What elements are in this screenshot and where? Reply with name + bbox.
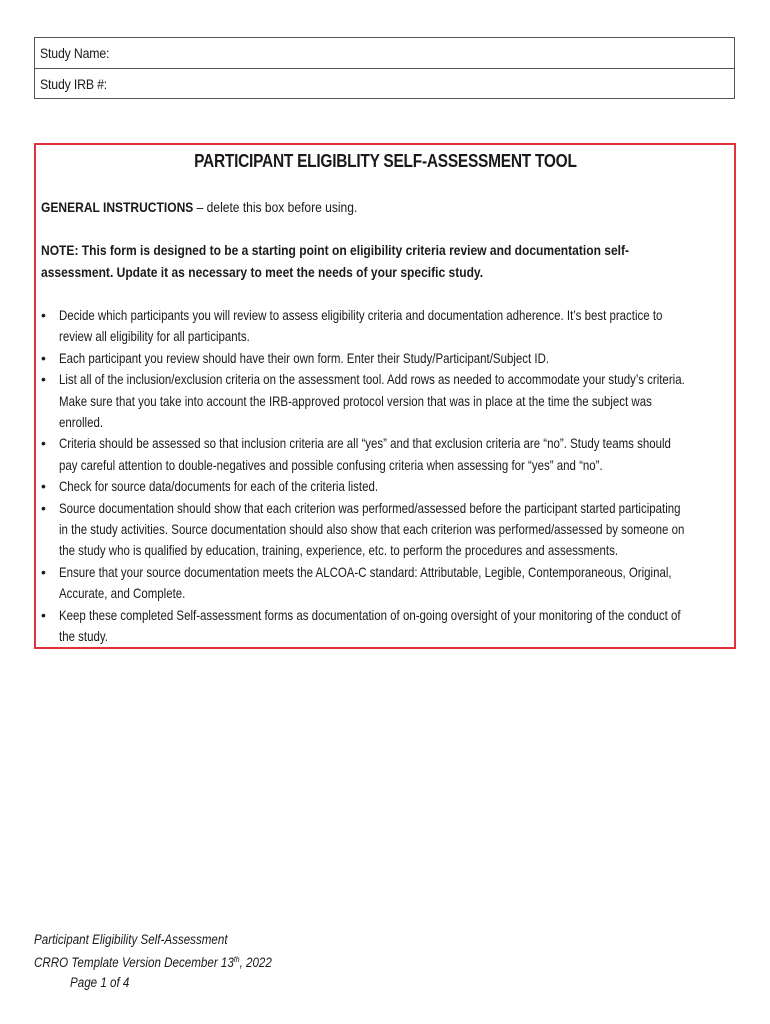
list-item-line: Make sure that you take into account the IRB-approved protocol version that was in place at the time the subject was xyxy=(59,392,652,409)
list-item-line: Criteria should be assessed so that inclusion criteria are all “yes” and that exclusion criteria are “no”. Study teams should xyxy=(59,435,671,452)
general-instructions-text: – delete this box before using. xyxy=(193,199,358,215)
bullet-icon: • xyxy=(41,478,46,495)
note-line: NOTE: This form is designed to be a starting point on eligibility criteria review and documentation self- xyxy=(41,242,630,258)
bullet-icon: • xyxy=(41,435,46,452)
list-item-line: Each participant you review should have their own form. Enter their Study/Participant/Subject ID. xyxy=(59,349,550,366)
list-item-line: review all eligibility for all participants. xyxy=(59,328,250,345)
list-item-line: the study who is qualified by education, training, experience, etc. to perform the procedures and assessments. xyxy=(59,542,619,559)
study-name-row[interactable] xyxy=(35,38,734,68)
list-item xyxy=(36,498,734,562)
form-title-text: PARTICIPANT ELIGIBLITY SELF-ASSESSMENT TOOL xyxy=(193,151,577,171)
footer-version-prefix: CRRO Template Version December 13 xyxy=(34,955,234,970)
list-item xyxy=(36,562,734,605)
page-footer xyxy=(34,930,311,993)
study-info-table xyxy=(34,37,735,99)
footer-version-sup: th xyxy=(233,955,240,964)
footer-page-number: Page 1 of 4 xyxy=(70,975,130,990)
study-name-label: Study Name: xyxy=(40,45,110,61)
bullet-icon: • xyxy=(41,307,46,323)
list-item-line: Decide which participants you will review to assess eligibility criteria and documentation adherence. It’s best practice to xyxy=(59,307,663,323)
list-item-line: Accurate, and Complete. xyxy=(59,585,186,602)
general-instructions-line xyxy=(41,198,357,216)
note-line: assessment. Update it as necessary to meet the needs of your specific study. xyxy=(41,264,484,280)
list-item xyxy=(36,348,734,369)
list-item xyxy=(36,476,734,497)
list-item-line: Check for source data/documents for each of the criteria listed. xyxy=(59,478,379,495)
general-instructions-label: GENERAL INSTRUCTIONS xyxy=(41,199,194,215)
list-item-line: pay careful attention to double-negatives and possible confusing criteria when assessing for “yes” and “no”. xyxy=(59,456,603,473)
instructions-box xyxy=(34,143,736,649)
list-item-line: in the study activities. Source documentation should also show that each criterion was performed/assessed by someone on xyxy=(59,521,685,538)
bullet-icon: • xyxy=(41,349,46,366)
bullet-icon: • xyxy=(41,371,46,388)
instruction-list xyxy=(36,305,734,648)
footer-version-suffix: , 2022 xyxy=(239,955,272,970)
note-paragraph xyxy=(41,239,770,283)
list-item xyxy=(36,369,734,433)
list-item-line: Ensure that your source documentation meets the ALCOA-C standard: Attributable, Legible, Contemporaneous, Original, xyxy=(59,563,672,580)
bullet-icon: • xyxy=(41,499,46,516)
study-irb-label: Study IRB #: xyxy=(40,76,108,92)
bullet-icon: • xyxy=(41,563,46,580)
footer-doc-title: Participant Eligibility Self-Assessment xyxy=(34,932,228,947)
footer-version xyxy=(34,950,272,973)
list-item-line: List all of the inclusion/exclusion criteria on the assessment tool. Add rows as needed to accommodate your study’s criteria. xyxy=(59,371,685,388)
list-item-line: enrolled. xyxy=(59,414,104,431)
list-item-line: Source documentation should show that each criterion was performed/assessed before the participant started participating xyxy=(59,499,681,516)
study-irb-row[interactable] xyxy=(35,68,734,98)
list-item xyxy=(36,605,734,648)
list-item-line: the study. xyxy=(59,628,108,645)
list-item-line: Keep these completed Self-assessment forms as documentation of on-going oversight of your monitoring of the conduct of xyxy=(59,606,681,623)
list-item xyxy=(36,305,734,348)
bullet-icon: • xyxy=(41,606,46,623)
general-instructions xyxy=(41,198,409,216)
list-item xyxy=(36,433,734,476)
form-title xyxy=(36,151,734,172)
